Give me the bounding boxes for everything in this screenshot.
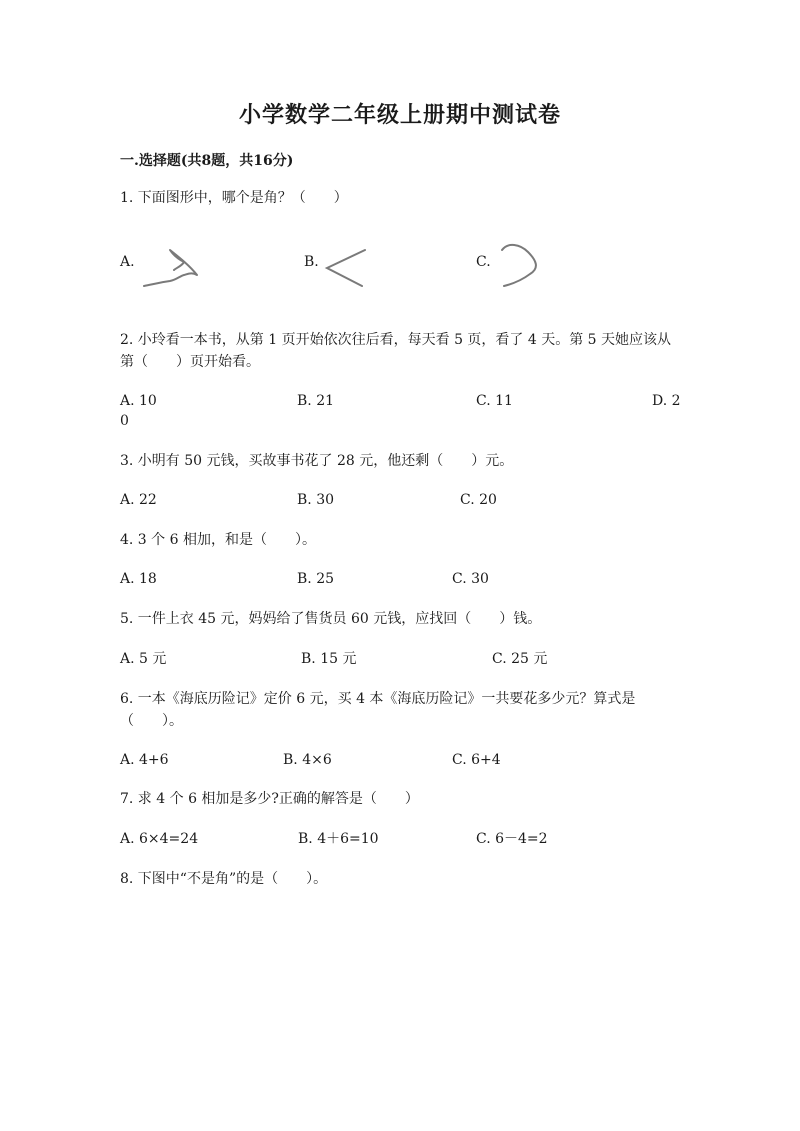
q2-option-d: D. 2 [652,393,681,409]
q4-option-c: C. 30 [452,571,489,587]
q1-option-c: C. [476,254,491,270]
question-3: 3. 小明有 50 元钱，买故事书花了 28 元，他还剩（ ）元。 [120,453,514,469]
q2-option-c: C. 11 [476,393,513,409]
question-5: 5. 一件上衣 45 元，妈妈给了售货员 60 元钱，应找回（ ）钱。 [120,611,542,627]
question-1: 1. 下面图形中，哪个是角？（ ） [120,190,348,206]
section-heading: 一.选择题(共8题，共16分) [120,153,294,169]
q1-figure-b-angle-icon [322,246,372,290]
q5-option-b: B. 15 元 [301,651,357,667]
q1-figure-c-hook-icon [494,240,544,290]
q3-option-c: C. 20 [460,492,497,508]
q5-option-a: A. 5 元 [120,651,167,667]
q7-option-b: B. 4＋6=10 [298,831,379,847]
question-2: 2. 小玲看一本书，从第 1 页开始依次往后看，每天看 5 页，看了 4 天。第 5 天她应该从第（ ）页开始看。 [120,332,672,370]
q6-option-c: C. 6+4 [452,752,501,768]
q7-option-c: C. 6－4=2 [476,831,548,847]
q6-option-a: A. 4+6 [120,752,169,768]
question-7: 7. 求 4 个 6 相加是多少?正确的解答是（ ） [120,791,419,807]
q3-option-b: B. 30 [297,492,335,508]
q5-option-c: C. 25 元 [492,651,548,667]
q1-option-b: B. [304,254,319,270]
q7-option-a: A. 6×4=24 [120,831,199,847]
page-title: 小学数学二年级上册期中测试卷 [238,102,561,128]
question-6: 6. 一本《海底历险记》定价 6 元，买 4 本《海底历险记》一共要花多少元？算式是（ ）。 [120,691,636,729]
q1-figure-a-curve-icon [140,246,206,290]
q1-option-a: A. [120,254,135,270]
q2-option-d-wrap: 0 [120,413,129,429]
question-8: 8. 下图中“不是角”的是（ ）。 [120,871,328,887]
q4-option-b: B. 25 [297,571,335,587]
q2-option-a: A. 10 [120,393,157,409]
q6-option-b: B. 4×6 [283,752,332,768]
q3-option-a: A. 22 [120,492,157,508]
question-4: 4. 3 个 6 相加，和是（ ）。 [120,532,316,548]
q4-option-a: A. 18 [120,571,157,587]
q2-option-b: B. 21 [297,393,335,409]
